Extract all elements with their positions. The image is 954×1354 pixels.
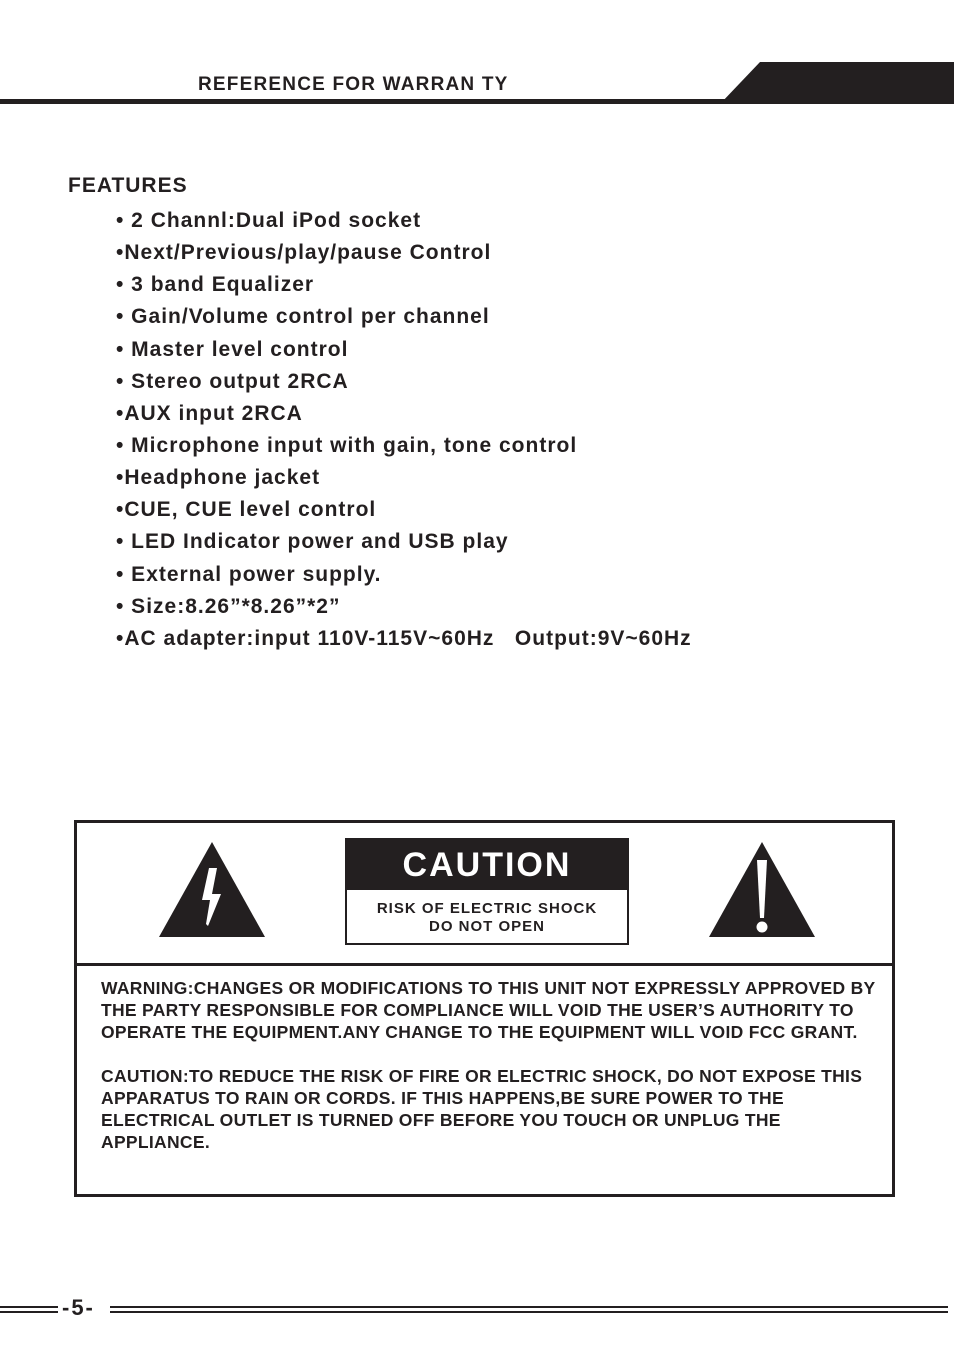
feature-item: •AC adapter:input 110V-115V~60Hz Output:9V~60Hz	[116, 626, 692, 650]
feature-item: • Gain/Volume control per channel	[116, 305, 490, 329]
header-title: REFERENCE FOR WARRAN TY	[198, 74, 509, 95]
feature-item: • Microphone input with gain, tone control	[116, 433, 578, 457]
feature-item: • External power supply.	[116, 562, 382, 586]
feature-item: •Next/Previous/play/pause Control	[116, 241, 492, 265]
feature-item: •CUE, CUE level control	[116, 498, 377, 522]
features-list	[116, 205, 692, 655]
feature-item: • Master level control	[116, 337, 349, 361]
feature-item: •Headphone jacket	[116, 466, 321, 490]
electric-shock-warning-icon	[157, 840, 267, 940]
caution-header-panel	[77, 823, 892, 966]
caution-label-line: RISK OF ELECTRIC SHOCK	[376, 900, 598, 917]
caution-paragraph: CAUTION:TO REDUCE THE RISK OF FIRE OR ELECTRIC SHOCK, DO NOT EXPOSE THIS APPARATUS TO RAIN OR CORDS. IF THIS HAPPENS,BE SURE POWER TO THE ELECTRICAL OUTLET IS TURNED OFF BEFORE YOU TOUCH OR UNPLUG THE APPLIANCE.	[101, 1066, 863, 1152]
caution-label-title: CAUTION	[347, 840, 627, 890]
caution-label-subtitle	[347, 890, 627, 936]
footer-rule-right	[110, 1311, 948, 1313]
feature-item: • 3 band Equalizer	[116, 273, 315, 297]
warning-paragraph: WARNING:CHANGES OR MODIFICATIONS TO THIS UNIT NOT EXPRESSLY APPROVED BY THE PARTY RESPONSIBLE FOR COMPLIANCE WILL VOID THE USER’S AUTHORITY TO OPERATE THE EQUIPMENT.ANY CHANGE TO THE EQUIPMENT WILL VOID FCC GRANT.	[101, 978, 876, 1042]
footer-rule-left	[0, 1311, 58, 1313]
header-tab-decoration	[720, 62, 954, 104]
exclamation-warning-icon	[707, 840, 817, 940]
caution-body-text	[101, 977, 881, 1153]
page-number: -5-	[62, 1295, 95, 1320]
caution-label	[345, 838, 629, 945]
footer-rule-left	[0, 1306, 58, 1308]
feature-item: • LED Indicator power and USB play	[116, 530, 509, 554]
caution-label-line: DO NOT OPEN	[428, 918, 545, 935]
header-rule	[0, 99, 740, 104]
feature-item: • Stereo output 2RCA	[116, 369, 349, 393]
feature-item: •AUX input 2RCA	[116, 401, 303, 425]
features-heading: FEATURES	[68, 174, 188, 197]
caution-box	[74, 820, 895, 1197]
footer-rule-right	[110, 1306, 948, 1308]
feature-item: • Size:8.26”*8.26”*2”	[116, 594, 341, 618]
feature-item: • 2 Channl:Dual iPod socket	[116, 209, 422, 232]
